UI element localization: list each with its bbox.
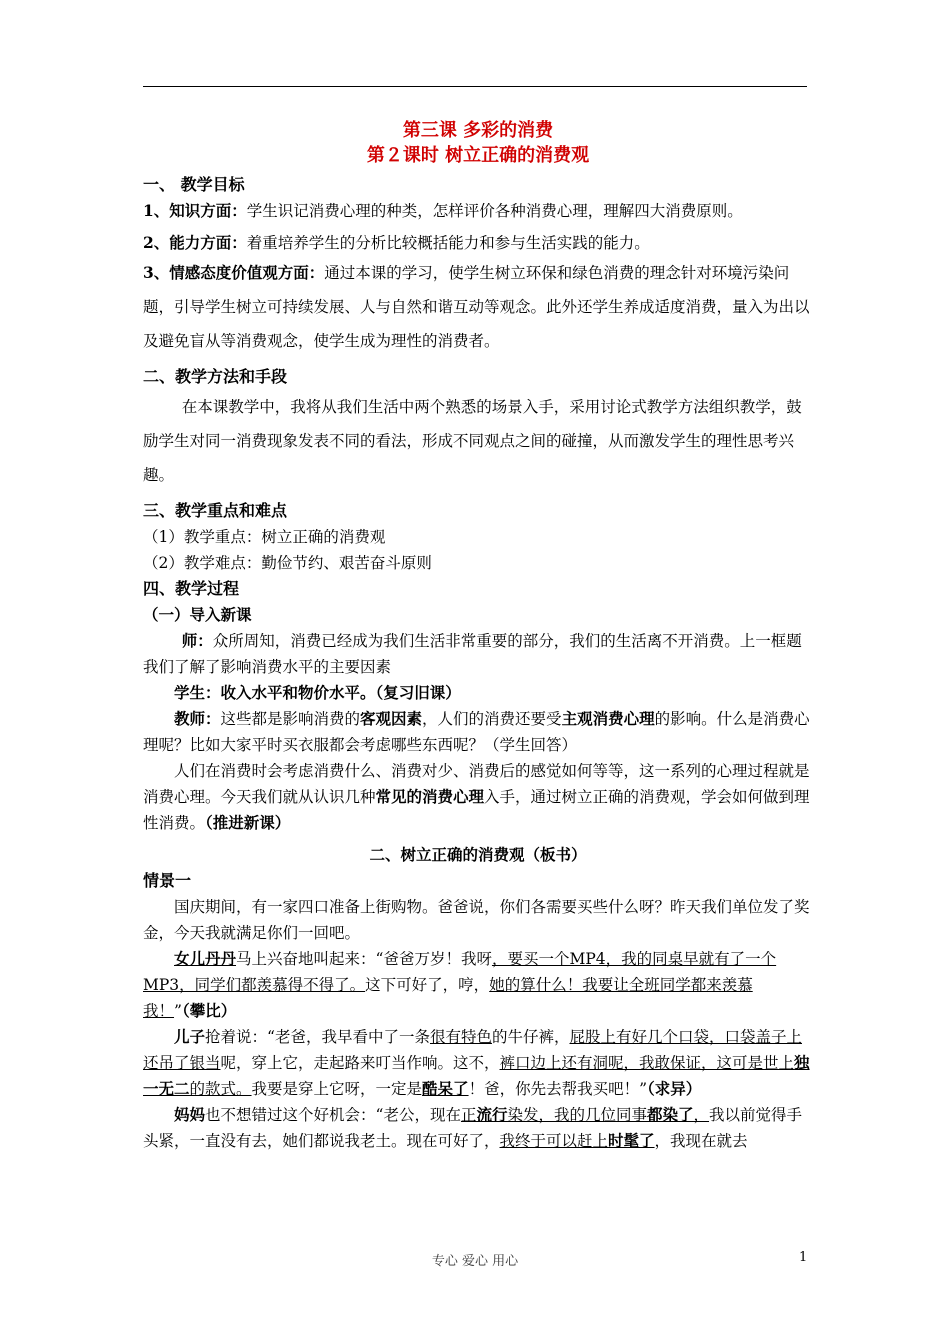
teacher-label: 师： bbox=[181, 631, 213, 650]
section-1-heading: 一、 教学目标 bbox=[143, 175, 245, 194]
underlined-span: ， bbox=[693, 1106, 710, 1124]
goal-emotion bbox=[143, 256, 813, 358]
common-psychology: 常见的消费心理 bbox=[375, 787, 485, 806]
goal-emotion-text: 通过本课的学习，使学生树立环保和绿色消费的理念针对环境污染问题，引导学生树立可持续发展、人与自然和谐互动等观念。此外还学生养成适度消费，量入为出以及避免盲从等消费观念，使学生成为理性的消费者。 bbox=[143, 264, 810, 350]
intro-subheading: （一）导入新课 bbox=[143, 605, 252, 624]
new-lesson-note: （推进新课） bbox=[205, 813, 291, 832]
bold-underlined-span: 流行 bbox=[476, 1105, 508, 1124]
goal-ability-text: 着重培养学生的分析比较概括能力和参与生活实践的能力。 bbox=[246, 234, 650, 252]
text-span: 也不想错过这个好机会：“老公，现在 bbox=[205, 1106, 461, 1124]
transition-paragraph bbox=[143, 758, 813, 836]
text-span: 呢，穿上它，走起路来叮当作响。这不， bbox=[220, 1054, 500, 1072]
scene-1-heading: 情景一 bbox=[143, 871, 192, 890]
goal-ability-label: 2、能力方面： bbox=[143, 233, 247, 252]
period-title: 第２课时 树立正确的消费观 bbox=[366, 145, 590, 166]
teacher-label-2: 教师： bbox=[174, 709, 221, 728]
underlined-span: 裤口边上还有洞呢，我敢保证，这可是世上 bbox=[499, 1054, 795, 1072]
daughter-name: 女儿丹丹 bbox=[174, 949, 237, 968]
text-span: 入手，通过树立正确的消费观，学会如何做到理性消费。 bbox=[143, 788, 810, 832]
text-span: 的牛仔裤， bbox=[491, 1028, 570, 1046]
text-span: ，人们的消费还要受 bbox=[422, 710, 562, 728]
bold-underlined-span: 酷呆了 bbox=[422, 1079, 469, 1098]
student-answer: 学生：收入水平和物价水平。（复习旧课） bbox=[174, 683, 461, 702]
key-point: （1）教学重点：树立正确的消费观 bbox=[143, 528, 386, 546]
goal-knowledge bbox=[143, 198, 813, 224]
son-paragraph bbox=[143, 1024, 813, 1102]
mom-paragraph bbox=[143, 1102, 813, 1154]
bold-underlined-span: 独一无二 bbox=[143, 1053, 810, 1098]
teacher-paragraph-2 bbox=[143, 706, 813, 758]
difference-tag: （求异） bbox=[647, 1079, 702, 1098]
section-2-text: 在本课教学中，我将从我们生活中两个熟悉的场景入手，采用讨论式教学方法组织教学，鼓励学生对同一消费现象发表不同的看法，形成不同观点之间的碰撞，从而激发学生的理性思考兴趣。 bbox=[143, 398, 802, 484]
scene-1-intro: 国庆期间，有一家四口准备上街购物。爸爸说，你们各需要买些什么呀？昨天我们单位发了奖金，今天我就满足你们一回吧。 bbox=[143, 898, 810, 942]
objective-factor: 客观因素 bbox=[360, 709, 423, 728]
text-span: ” bbox=[174, 1002, 182, 1020]
comparison-tag: （攀比） bbox=[181, 1001, 237, 1020]
section-3-heading: 三、教学重点和难点 bbox=[143, 501, 288, 520]
underlined-span: 染发，我的几位同事 bbox=[507, 1106, 647, 1124]
underlined-span: 屁股上有好几个口袋，口袋盖子上还吊了银当 bbox=[143, 1028, 802, 1072]
underlined-span: 正 bbox=[460, 1106, 477, 1124]
teacher-paragraph-1 bbox=[143, 628, 813, 680]
bold-underlined-span: 时髦了 bbox=[608, 1131, 655, 1150]
text-span: 抢着说：“老爸，我早看中了一条 bbox=[205, 1028, 430, 1046]
underlined-span: 很有特色 bbox=[429, 1028, 492, 1046]
underlined-span: 她的算什么！我要让全班同学都来羡慕我！ bbox=[143, 976, 753, 1020]
daughter-paragraph bbox=[143, 946, 813, 1024]
teacher-text: 众所周知，消费已经成为我们生活非常重要的部分，我们的生活离不开消费。上一框题我们了解了影响消费水平的主要因素 bbox=[143, 632, 802, 676]
son-name: 儿子 bbox=[174, 1027, 206, 1046]
text-span: 这下可好了，哼， bbox=[365, 976, 490, 994]
section-4-heading: 四、教学过程 bbox=[143, 579, 240, 598]
header-rule bbox=[143, 86, 807, 87]
text-span: 的影响。什么是消费心理呢？比如大家平时买衣服都会考虑哪些东西呢？（学生回答） bbox=[143, 710, 810, 754]
subjective-psychology: 主观消费心理 bbox=[561, 709, 655, 728]
difficult-point: （2）教学难点：勤俭节约、艰苦奋斗原则 bbox=[143, 554, 432, 572]
underlined-span: 的款式。 bbox=[189, 1080, 252, 1098]
text-span: 这些都是影响消费的 bbox=[220, 710, 361, 728]
goal-emotion-label: 3、情感态度价值观方面： bbox=[143, 263, 325, 282]
underlined-span: ，要买一个MP4，我的同桌早就有了一个MP3，同学们都羡慕得不得了。 bbox=[143, 950, 777, 994]
goal-knowledge-label: 1、知识方面： bbox=[143, 201, 247, 220]
text-span: 人们在消费时会考虑消费什么、消费对少、消费后的感觉如何等等，这一系列的心理过程就是消费心理。今天我们就从认识几种 bbox=[143, 762, 810, 806]
text-span: 我以前觉得手头紧，一直没有去，她们都说我老土。现在可好了， bbox=[143, 1106, 803, 1150]
lesson-title: 第三课 多彩的消费 bbox=[402, 120, 554, 141]
page-number: 1 bbox=[799, 1250, 808, 1265]
document-body bbox=[143, 118, 813, 1154]
bold-underlined-span: 都染了 bbox=[647, 1105, 694, 1124]
goal-knowledge-text: 学生识记消费心理的种类，怎样评价各种消费心理，理解四大消费原则。 bbox=[246, 202, 743, 220]
board-heading: 二、树立正确的消费观（板书） bbox=[369, 845, 587, 864]
underlined-span: 我终于可以赶上 bbox=[499, 1132, 609, 1150]
text-span: ！爸，你先去帮我买吧！” bbox=[468, 1080, 647, 1098]
text-span: 我要是穿上它呀，一定是 bbox=[251, 1080, 423, 1098]
page-footer: 专心 爱心 用心 bbox=[431, 1254, 519, 1269]
section-2-heading: 二、教学方法和手段 bbox=[143, 367, 288, 386]
text-span: ，我现在就去 bbox=[654, 1132, 748, 1150]
goal-ability bbox=[143, 230, 813, 256]
mom-name: 妈妈 bbox=[174, 1105, 206, 1124]
text-span: 马上兴奋地叫起来：“爸爸万岁！我呀 bbox=[236, 950, 492, 968]
